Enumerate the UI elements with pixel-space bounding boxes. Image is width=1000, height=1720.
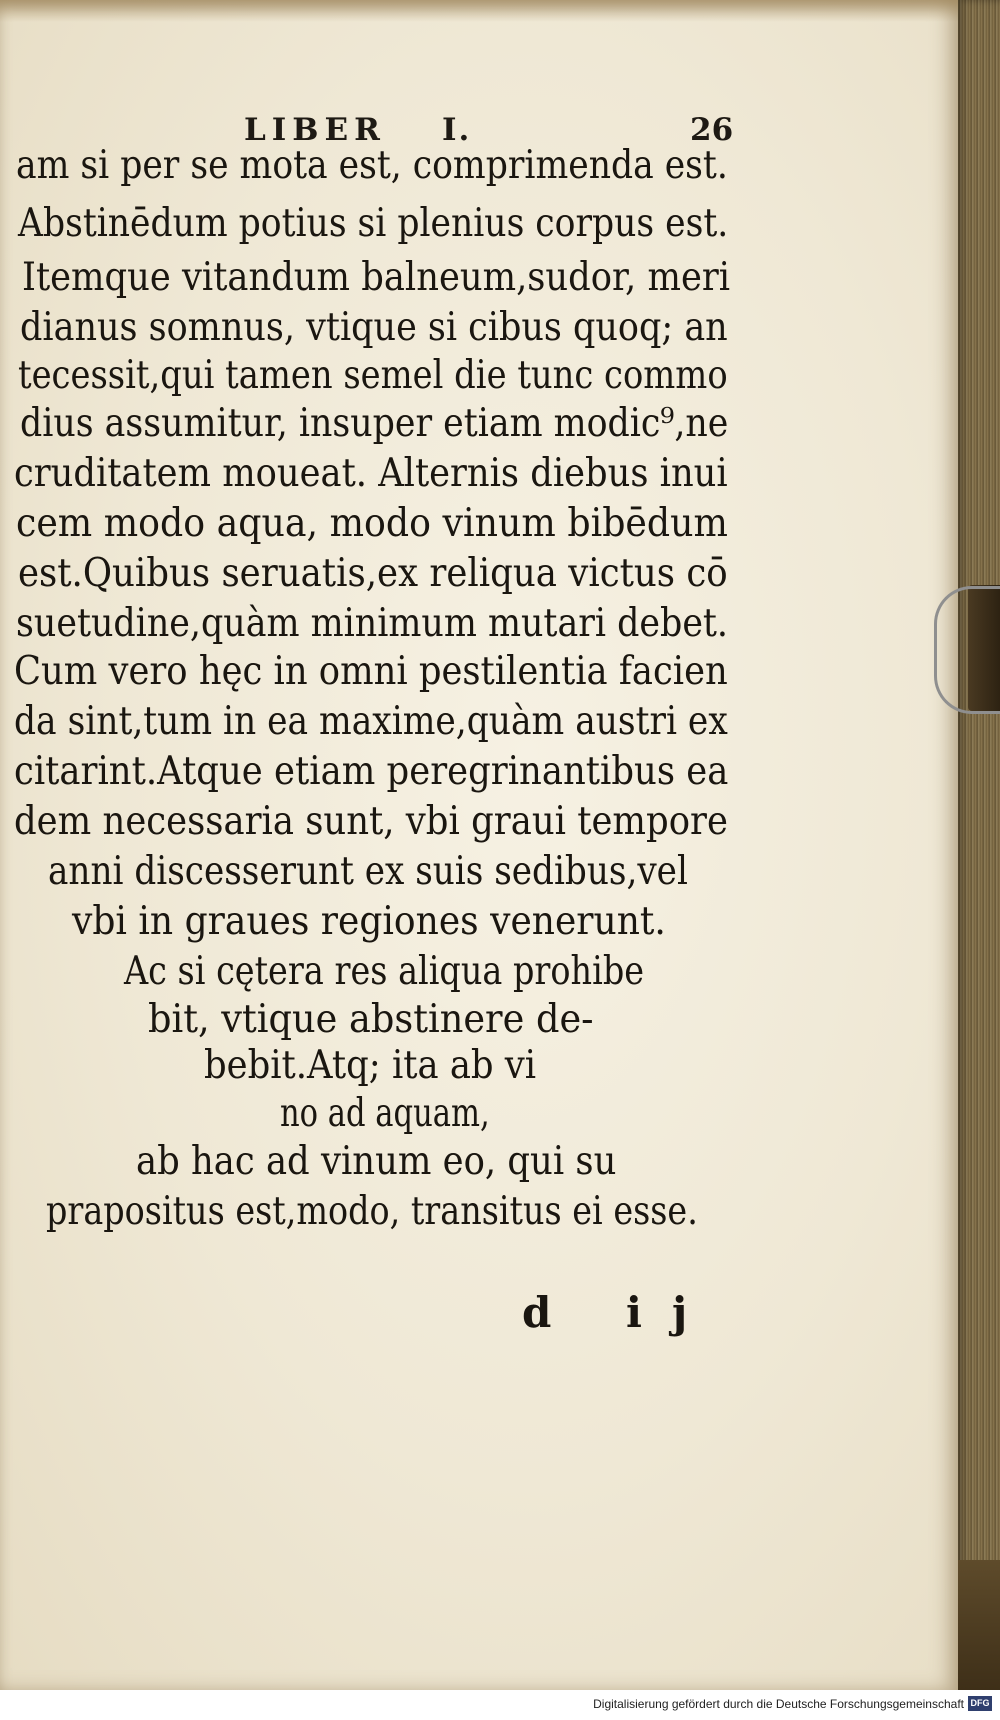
running-head-title: LIBER — [244, 112, 386, 148]
text-line: anni discesserunt ex suis sedibus,vel — [48, 849, 688, 894]
text-line: bit, vtique abstinere de- — [148, 997, 594, 1042]
text-line: Itemque vitandum balneum,sudor, meri — [22, 255, 731, 300]
text-line: suetudine,quàm minimum mutari debet. — [16, 601, 729, 646]
text-line: Abstinēdum potius si plenius corpus est. — [18, 201, 729, 246]
text-line: dianus somnus, vtique si cibus quoq; an — [20, 305, 728, 350]
running-head-book-number: I. — [442, 112, 472, 148]
text-line: citarint.Atque etiam peregrinantibus ea — [14, 749, 729, 794]
text-line: Ac si cętera res aliqua prohibe — [124, 949, 645, 994]
text-line: vbi in graues regiones venerunt. — [72, 899, 666, 944]
text-line: dius assumitur, insuper etiam modic⁹,ne — [20, 401, 729, 446]
text-line: Cum vero hęc in omni pestilentia facien — [14, 649, 728, 694]
leather-cover-corner — [956, 1560, 1000, 1690]
text-line: est.Quibus seruatis,ex reliqua victus cō — [18, 551, 728, 596]
text-line: ab hac ad vinum eo, qui su — [136, 1139, 617, 1184]
funding-credit: Digitalisierung gefördert durch die Deutsche Forschungsgemeinschaft — [593, 1697, 964, 1711]
text-line: am si per se mota est, comprimenda est. — [16, 143, 728, 188]
text-line: cruditatem moueat. Alternis diebus inui — [14, 451, 728, 496]
text-line: bebit.Atq; ita ab vi — [204, 1043, 537, 1088]
dfg-logo: DFG — [968, 1696, 992, 1711]
text-line: tecessit,qui tamen semel die tunc commo — [18, 353, 728, 398]
digitization-footer — [0, 1690, 1000, 1720]
signature-mark: d ij — [522, 1288, 718, 1337]
text-line: cem modo aqua, modo vinum bibēdum — [16, 501, 728, 546]
text-line: dem necessaria sunt, vbi graui tempore — [14, 799, 728, 844]
text-line: prapositus est,modo, transitus ei esse. — [46, 1189, 698, 1234]
book-fore-edge — [956, 0, 1000, 1690]
text-line: no ad aquam, — [280, 1091, 490, 1136]
clasp-loop — [934, 586, 1000, 714]
folio-number: 26 — [690, 112, 734, 148]
text-line: da sint,tum in ea maxime,quàm austri ex — [14, 699, 728, 744]
